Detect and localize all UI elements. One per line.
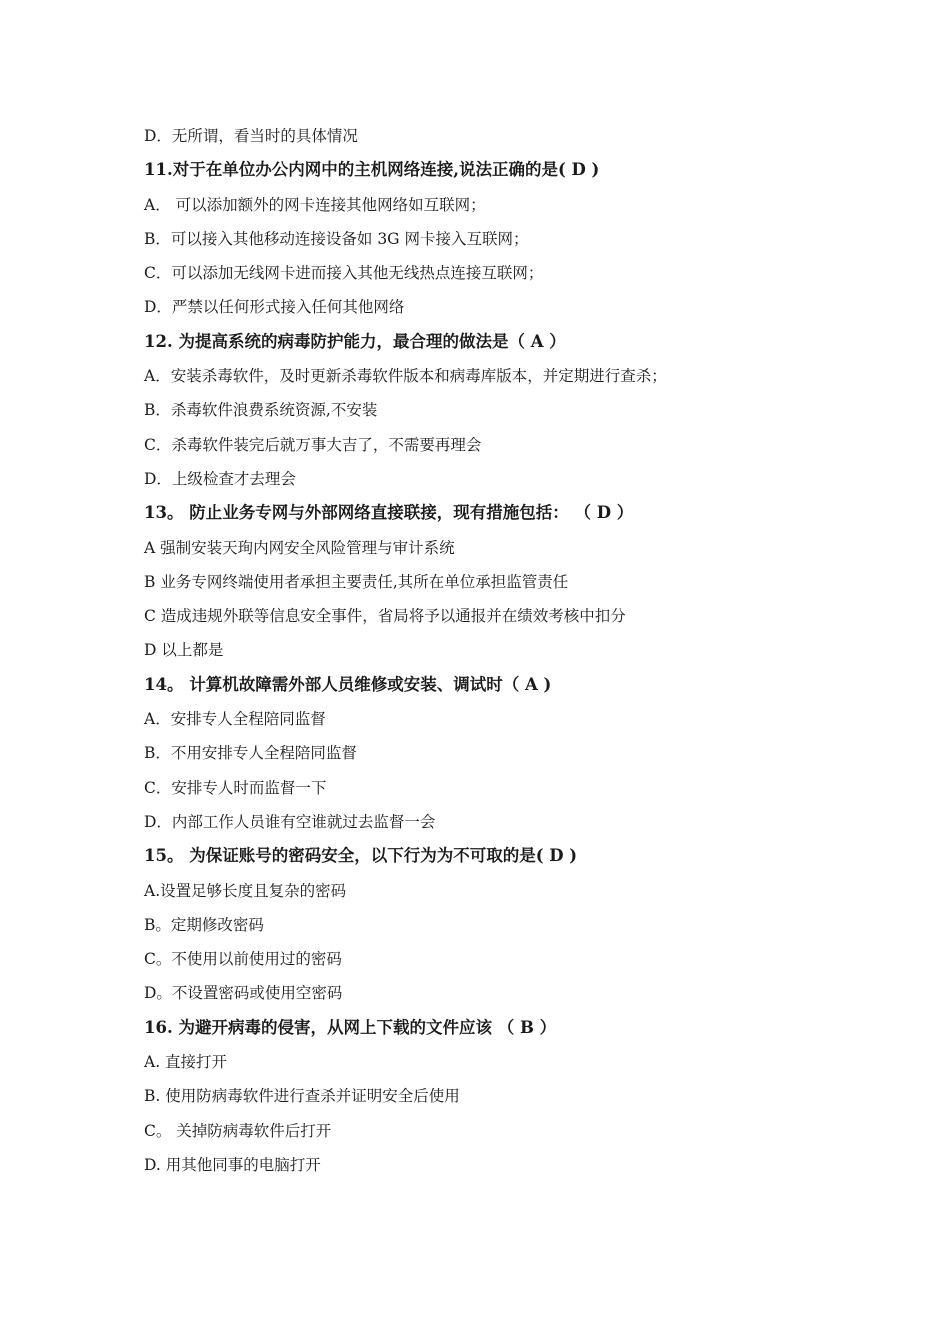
question-15: 15。 为保证账号的密码安全，以下行为为不可取的是( D ) [144,846,578,866]
option-12-d: D．上级检查才去理会 [144,469,296,488]
option-11-b: B．可以接入其他移动连接设备如 3G 网卡接入互联网； [144,229,529,248]
option-11-a: A． 可以添加额外的网卡连接其他网络如互联网； [144,195,486,214]
option-12-a: A．安装杀毒软件，及时更新杀毒软件版本和病毒库版本，并定期进行查杀； [144,367,667,386]
option-12-c: C．杀毒软件装完后就万事大吉了，不需要再理会 [144,435,482,454]
option-14-b: B．不用安排专人全程陪同监督 [144,744,357,763]
option-14-a: A．安排专人全程陪同监督 [144,710,326,729]
option-16-a: A. 直接打开 [144,1053,228,1072]
option-13-d: D 以上都是 [144,641,224,660]
option-15-d: D。不设置密码或使用空密码 [144,984,343,1003]
option-12-b: B．杀毒软件浪费系统资源,不安装 [144,401,378,420]
option-15-c: C。不使用以前使用过的密码 [144,950,342,969]
question-13: 13。 防止业务专网与外部网络直接联接，现有措施包括： （ D ） [144,503,634,523]
option-14-d: D．内部工作人员谁有空谁就过去监督一会 [144,812,436,831]
question-12: 12. 为提高系统的病毒防护能力，最合理的做法是（ A ） [144,331,566,351]
option-11-d: D．严禁以任何形式接入任何其他网络 [144,298,405,317]
option-16-c: C。 关掉防病毒软件后打开 [144,1121,332,1140]
option-11-c: C．可以添加无线网卡进而接入其他无线热点连接互联网； [144,264,544,283]
option-13-c: C 造成违规外联等信息安全事件，省局将予以通报并在绩效考核中扣分 [144,607,626,626]
option-13-a: A 强制安装天珣内网安全风险管理与审计系统 [144,538,455,557]
option-15-a: A.设置足够长度且复杂的密码 [144,881,347,900]
question-16: 16. 为避开病毒的侵害，从网上下载的文件应该 （ B ） [144,1017,557,1037]
option-13-b: B 业务专网终端使用者承担主要责任,其所在单位承担监管责任 [144,572,569,591]
document-page [144,121,824,1184]
option-16-b: B. 使用防病毒软件进行查杀并证明安全后使用 [144,1087,460,1106]
option-15-b: B。定期修改密码 [144,915,264,934]
option-14-c: C．安排专人时而监督一下 [144,778,327,797]
option-10-d: D．无所谓，看当时的具体情况 [144,127,358,145]
question-14: 14。 计算机故障需外部人员维修或安装、调试时（ A ) [144,674,552,694]
question-11: 11.对于在单位办公内网中的主机网络连接,说法正确的是( D ) [144,160,600,180]
option-16-d: D. 用其他同事的电脑打开 [144,1155,321,1174]
